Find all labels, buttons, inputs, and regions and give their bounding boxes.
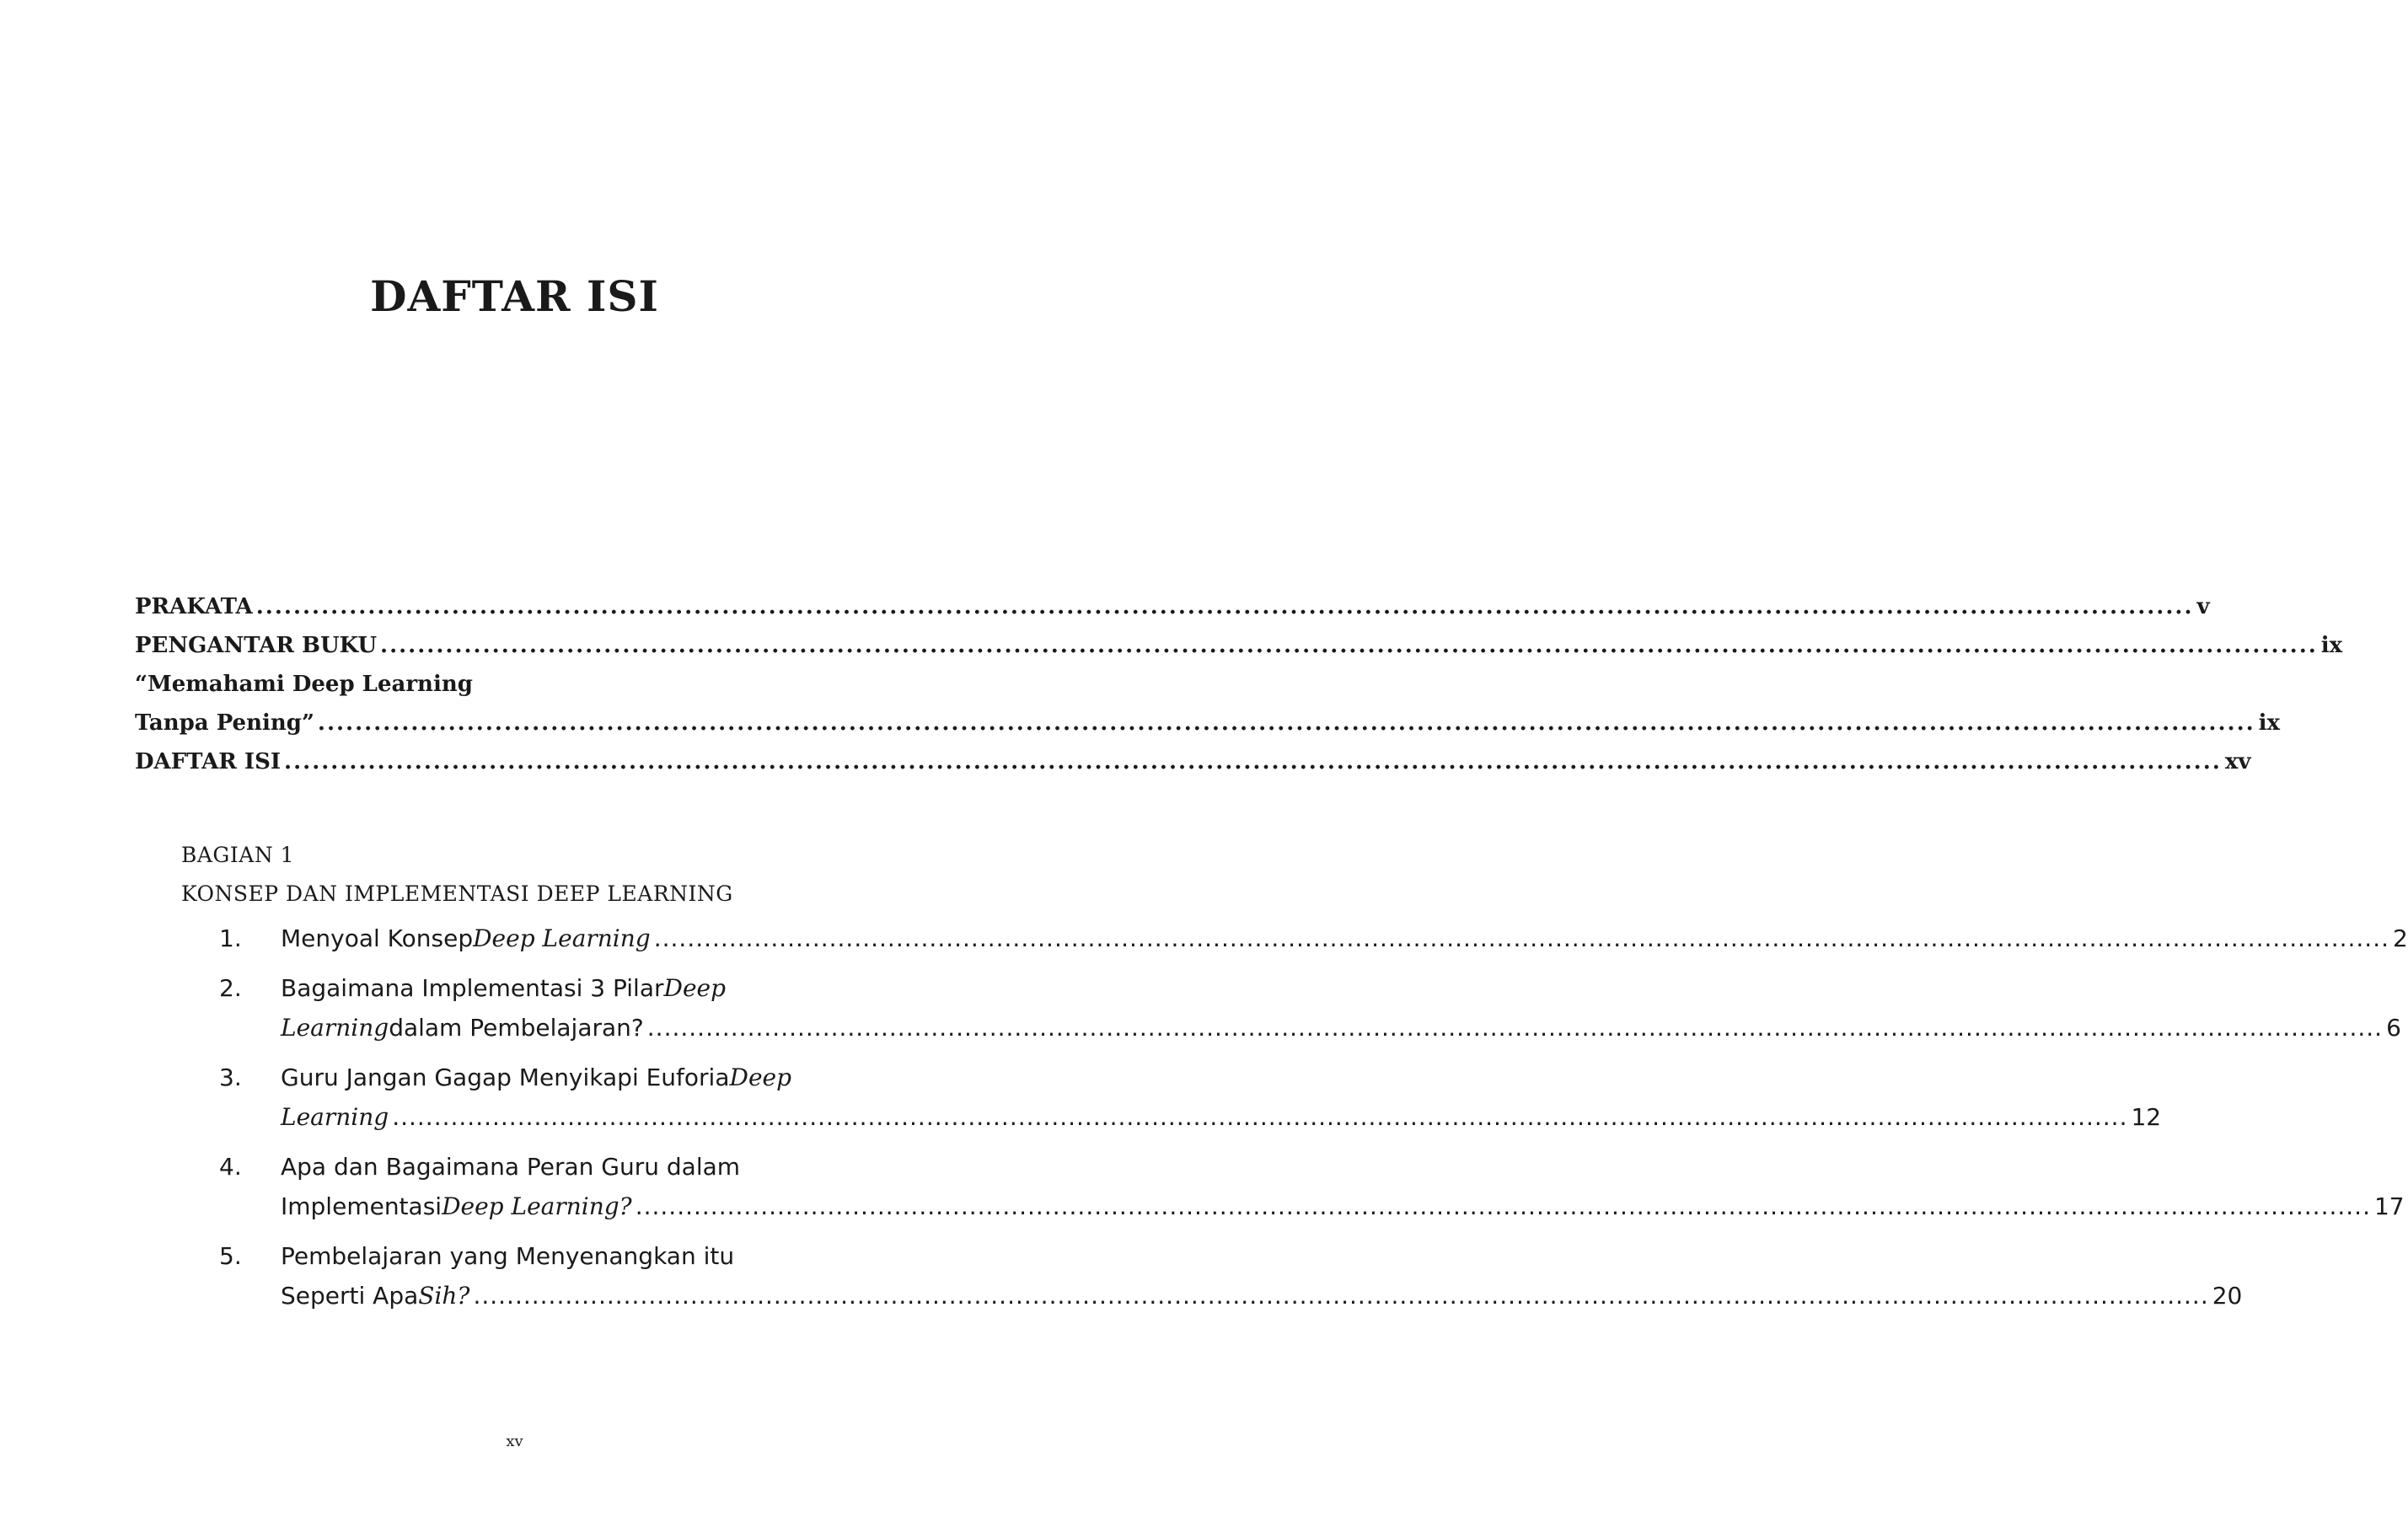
chapter-title-text: Seperti Apa: [281, 1282, 419, 1310]
leader-dots: [647, 1008, 2383, 1047]
leader-dots: [284, 742, 2222, 781]
toc-entry-page: xv: [2224, 749, 2251, 774]
chapter-title-text: Guru Jangan Gagap Menyikapi Euforia: [281, 1064, 730, 1091]
leader-dots: [636, 1187, 2371, 1226]
page-title: DAFTAR ISI: [370, 271, 659, 321]
toc-entry-label: PENGANTAR BUKU: [135, 633, 378, 658]
toc-entry-page: v: [2196, 594, 2210, 619]
chapter-title-text: Bagaimana Implementasi 3 Pilar: [281, 974, 664, 1002]
chapter-title-italic: Deep Learning: [473, 924, 651, 952]
toc-entry-daftar-isi: [135, 742, 2251, 781]
chapter-number: 1.: [219, 924, 242, 952]
chapter-page: 20: [2212, 1282, 2243, 1310]
chapter-entry: [219, 1058, 2162, 1137]
toc-entry-pengantar-buku: [135, 626, 2343, 665]
chapter-number: 3.: [219, 1064, 242, 1091]
toc-entry-label: DAFTAR ISI: [135, 749, 282, 774]
toc-entry-page: ix: [2258, 710, 2281, 736]
chapter-entry: [219, 919, 2408, 958]
toc-entry-label: PRAKATA: [135, 594, 253, 619]
toc-entry-label: “Memahami Deep Learning: [135, 672, 473, 697]
chapter-title-italic: Deep Learning?: [442, 1192, 632, 1220]
chapter-title-text: Pembelajaran yang Menyenangkan itu: [281, 1242, 735, 1270]
chapter-entry: [219, 1236, 2243, 1315]
toc-entry-memahami-line2: [135, 704, 2281, 742]
chapter-list: [219, 919, 2408, 1326]
chapter-title-text: dalam Pembelajaran?: [389, 1014, 644, 1042]
part-label: BAGIAN 1: [181, 843, 295, 867]
chapter-entry: [219, 968, 2401, 1047]
chapter-title-italic: Sih?: [418, 1282, 470, 1310]
chapter-number: 4.: [219, 1153, 242, 1181]
chapter-number: 2.: [219, 974, 242, 1002]
chapter-page: 6: [2386, 1014, 2401, 1042]
leader-dots: [473, 1276, 2208, 1315]
chapter-page: 2: [2393, 924, 2408, 952]
chapter-title-italic: Learning: [281, 1103, 389, 1131]
chapter-number: 5.: [219, 1242, 242, 1270]
chapter-title-italic: Learning: [281, 1014, 389, 1042]
chapter-page: 17: [2373, 1192, 2405, 1220]
page-number: xv: [506, 1433, 523, 1450]
leader-dots: [318, 704, 2255, 742]
toc-entry-prakata: [135, 587, 2210, 626]
leader-dots: [256, 587, 2194, 626]
front-matter-list: [135, 587, 2343, 781]
chapter-title-text: Implementasi: [281, 1192, 442, 1220]
toc-entry-label: Tanpa Pening”: [135, 710, 314, 736]
leader-dots: [654, 919, 2389, 958]
chapter-title-italic: Deep: [663, 974, 727, 1002]
toc-entry-memahami-line1: [135, 665, 900, 704]
chapter-title-italic: Deep: [729, 1064, 792, 1091]
chapter-title-text: Apa dan Bagaimana Peran Guru dalam: [281, 1153, 741, 1181]
part-title: KONSEP DAN IMPLEMENTASI DEEP LEARNING: [181, 881, 733, 906]
toc-entry-page: ix: [2320, 633, 2343, 658]
chapter-page: 12: [2131, 1103, 2162, 1131]
part-heading: [181, 836, 906, 914]
chapter-title-text: Menyoal Konsep: [281, 924, 474, 952]
leader-dots: [392, 1097, 2127, 1137]
chapter-entry: [219, 1147, 2405, 1226]
leader-dots: [380, 626, 2318, 665]
